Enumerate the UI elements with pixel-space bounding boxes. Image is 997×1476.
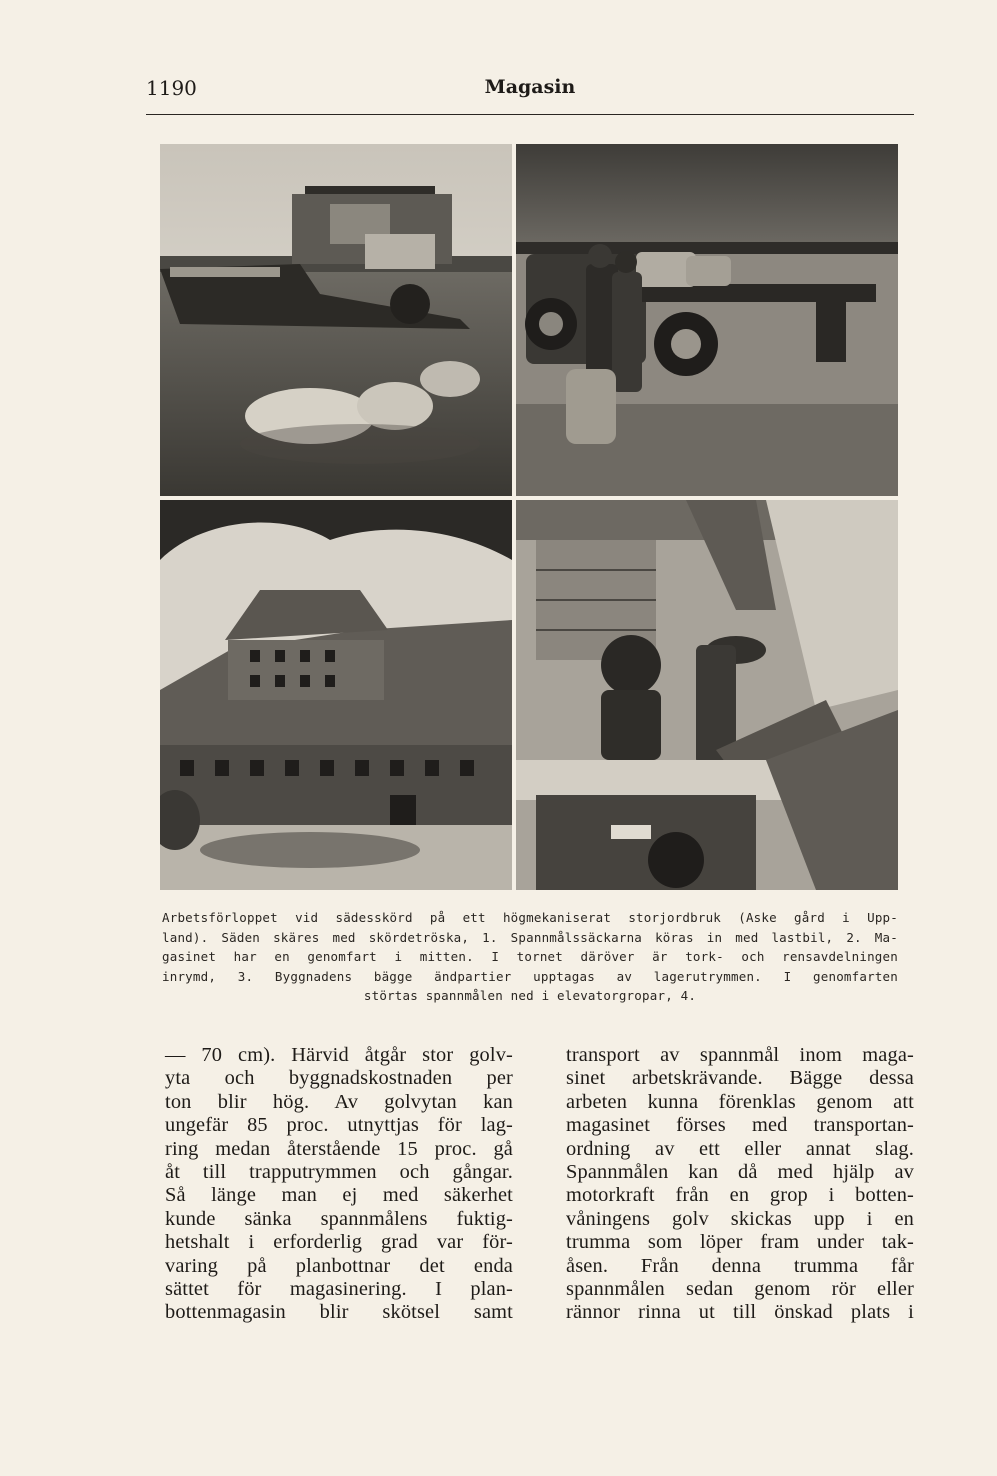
caption-line: störtas spannmålen ned i elevatorgropar, 4. bbox=[363, 988, 697, 1003]
body-line: arbeten kunna förenklas genom att bbox=[566, 1090, 914, 1113]
page-number: 1190 bbox=[146, 76, 197, 100]
figure-caption bbox=[162, 908, 898, 1006]
body-line: ton blir hög. Av golvytan kan bbox=[165, 1090, 513, 1113]
body-line: motorkraft från en grop i botten- bbox=[566, 1184, 914, 1207]
body-line: ring medan återstående 15 proc. gå bbox=[165, 1137, 513, 1160]
body-line: magasinet förses med transportan- bbox=[566, 1114, 914, 1137]
body-left-column bbox=[165, 1044, 513, 1325]
body-line: varing på planbottnar det enda bbox=[165, 1254, 513, 1277]
body-line: våningens golv skickas upp i en bbox=[566, 1207, 914, 1230]
page-header bbox=[146, 76, 914, 106]
body-line: transport av spannmål inom maga- bbox=[566, 1044, 914, 1066]
header-rule bbox=[146, 114, 914, 115]
caption-line: inrymd, 3. Byggnadens bägge ändpartier upptagas av lagerutrymmen. I genomfarten bbox=[162, 968, 898, 984]
body-right-column bbox=[566, 1044, 914, 1325]
body-line: åsen. Från denna trumma får bbox=[566, 1254, 914, 1277]
photo-combine-harvester bbox=[160, 144, 512, 496]
body-line: sinet arbetskrävande. Bägge dessa bbox=[566, 1067, 914, 1090]
body-line: Spannmålen kan då med hjälp av bbox=[566, 1161, 914, 1184]
caption-line: land). Säden skäres med skördetröska, 1. Spannmålssäckarna köras in med lastbil, 2. Ma- bbox=[162, 929, 898, 945]
body-line: sättet för magasinering. I plan- bbox=[165, 1278, 513, 1301]
photo-driveway-interior bbox=[516, 500, 898, 890]
body-line: åt till trapputrymmen och gångar. bbox=[165, 1161, 513, 1184]
body-line: yta och byggnadskostnaden per bbox=[165, 1067, 513, 1090]
body-line: spannmålen sedan genom rör eller bbox=[566, 1278, 914, 1301]
caption-line: Arbetsförloppet vid sädesskörd på ett högmekaniserat storjordbruk (Aske gård i Upp- bbox=[162, 910, 898, 925]
body-line: — 70 cm). Härvid åtgår stor golv- bbox=[165, 1044, 513, 1066]
photo-truck-loading bbox=[516, 144, 898, 496]
body-line: kunde sänka spannmålens fuktig- bbox=[165, 1207, 513, 1230]
caption-line: gasinet har en genomfart i mitten. I tornet däröver är tork- och rensavdelningen bbox=[162, 949, 898, 964]
body-line: rännor rinna ut till önskad plats i bbox=[566, 1301, 914, 1324]
body-line: ungefär 85 proc. utnyttjas för lag- bbox=[165, 1114, 513, 1137]
body-line: Så länge man ej med säkerhet bbox=[165, 1184, 513, 1207]
running-title: Magasin bbox=[484, 76, 576, 98]
body-line: hetshalt i erforderlig grad var för- bbox=[165, 1231, 513, 1254]
body-line: ordning av ett eller annat slag. bbox=[566, 1137, 914, 1160]
photo-warehouse bbox=[160, 500, 512, 890]
photo-grid bbox=[160, 144, 898, 890]
body-line: bottenmagasin blir skötsel samt bbox=[165, 1301, 513, 1324]
body-line: trumma som löper fram under tak- bbox=[566, 1231, 914, 1254]
